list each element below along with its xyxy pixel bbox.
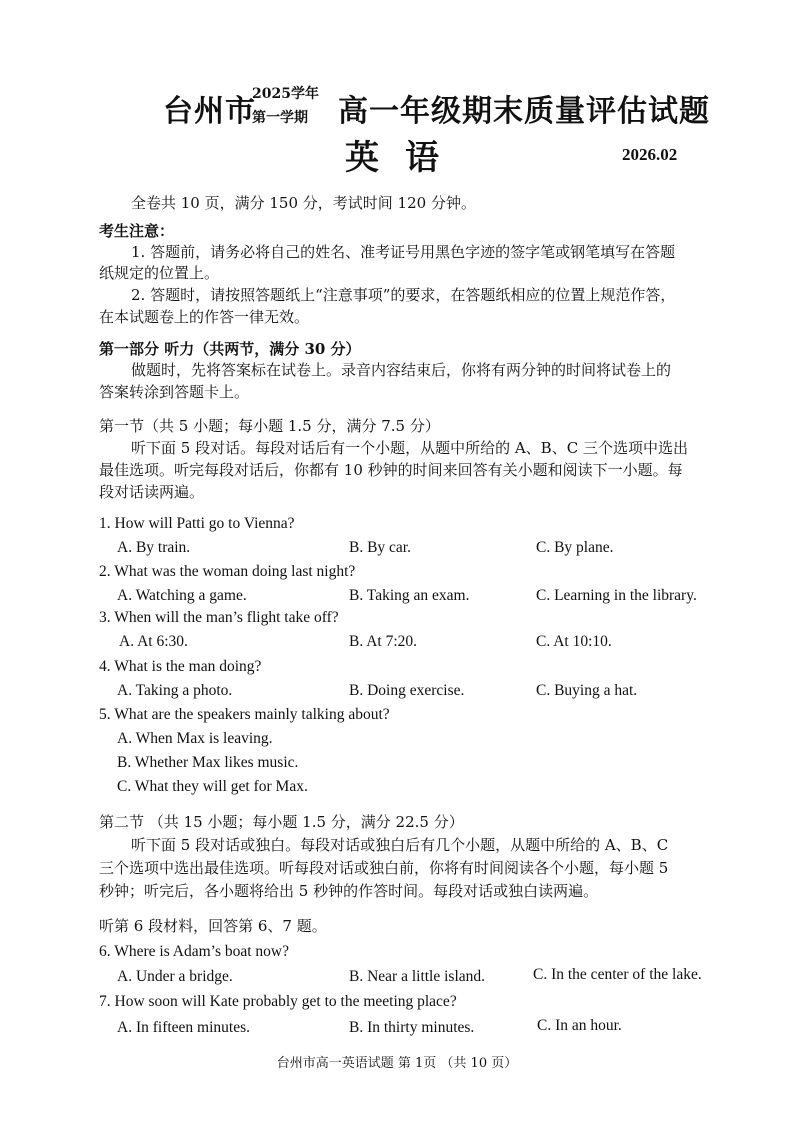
- section2-instruction-line3: 秒钟；听完后，各小题将给出 5 秒钟的作答时间。每段对话或独白读两遍。: [99, 882, 599, 900]
- part1-instruction-cont: 答案转涂到答题卡上。: [99, 383, 250, 401]
- question-1-option-a: A. By train.: [117, 539, 191, 556]
- page-footer: 台州市高一英语试题 第 1页 （共 10 页）: [276, 1056, 518, 1071]
- question-7-option-b: B. In thirty minutes.: [349, 1019, 475, 1036]
- question-6: 6. Where is Adam’s boat now?: [99, 943, 289, 960]
- exam-title: 高一年级期末质量评估试题: [338, 94, 710, 129]
- question-1-option-b: B. By car.: [349, 539, 411, 556]
- question-1-option-c: C. By plane.: [536, 539, 614, 556]
- section2-instruction: 听下面 5 段对话或独白。每段对话或独白后有几个小题，从题中所给的 A、B、C: [131, 836, 669, 854]
- question-2-option-a: A. Watching a game.: [117, 587, 247, 604]
- notice-item-2-cont: 在本试题卷上的作答一律无效。: [99, 308, 310, 326]
- question-7-option-a: A. In fifteen minutes.: [117, 1019, 251, 1036]
- section1-instruction-line2: 最佳选项。听完每段对话后，你都有 10 秒钟的时间来回答有关小题和阅读下一小题。每: [99, 461, 683, 479]
- question-5-option-b: B. Whether Max likes music.: [117, 754, 299, 771]
- exam-date: 2026.02: [622, 145, 678, 164]
- subject-title: 英语: [345, 138, 465, 178]
- section1-instruction: 听下面 5 段对话。每段对话后有一个小题，从题中所给的 A、B、C 三个选项中选出: [131, 439, 688, 457]
- question-3-option-a: A. At 6:30.: [119, 633, 188, 650]
- section1-instruction-line3: 段对话读两遍。: [99, 483, 205, 501]
- part1-instruction: 做题时，先将答案标在试卷上。录音内容结束后，你将有两分钟的时间将试卷上的: [131, 361, 672, 379]
- term-semester: 第一学期: [252, 110, 308, 126]
- notice-item-1: 1. 答题前，请务必将自己的姓名、准考证号用黑色字迹的签字笔或钢笔填写在答题: [131, 243, 676, 261]
- question-5: 5. What are the speakers mainly talking about?: [99, 706, 390, 723]
- question-3: 3. When will the man’s flight take off?: [99, 609, 339, 626]
- question-7-option-c: C. In an hour.: [537, 1017, 622, 1034]
- question-6-option-c: C. In the center of the lake.: [533, 966, 702, 983]
- exam-intro: 全卷共 10 页，满分 150 分，考试时间 120 分钟。: [131, 194, 476, 212]
- part1-heading: 第一部分 听力（共两节，满分 30 分）: [99, 340, 361, 358]
- notice-heading: 考生注意：: [99, 222, 175, 240]
- question-6-option-a: A. Under a bridge.: [117, 968, 233, 985]
- question-1: 1. How will Patti go to Vienna?: [99, 515, 295, 532]
- section2-heading: 第二节 （共 15 小题；每小题 1.5 分，满分 22.5 分）: [99, 813, 464, 831]
- question-2-option-c: C. Learning in the library.: [536, 587, 697, 604]
- question-4-option-c: C. Buying a hat.: [536, 682, 638, 699]
- question-2-option-b: B. Taking an exam.: [349, 587, 470, 604]
- term-year: 2025学年: [252, 86, 319, 102]
- section2-instruction-line2: 三个选项中选出最佳选项。听每段对话或独白前，你将有时间阅读各个小题，每小题 5: [99, 859, 669, 877]
- question-5-option-c: C. What they will get for Max.: [117, 778, 308, 795]
- question-2: 2. What was the woman doing last night?: [99, 563, 356, 580]
- section1-heading: 第一节（共 5 小题；每小题 1.5 分，满分 7.5 分）: [99, 417, 440, 435]
- material-6-instruction: 听第 6 段材料，回答第 6、7 题。: [99, 917, 327, 935]
- question-7: 7. How soon will Kate probably get to the meeting place?: [99, 993, 457, 1010]
- question-3-option-c: C. At 10:10.: [536, 633, 612, 650]
- notice-item-1-cont: 纸规定的位置上。: [99, 264, 220, 282]
- question-6-option-b: B. Near a little island.: [349, 968, 486, 985]
- question-5-option-a: A. When Max is leaving.: [117, 730, 273, 747]
- exam-city: 台州市: [163, 94, 256, 129]
- question-4-option-b: B. Doing exercise.: [349, 682, 465, 699]
- notice-item-2: 2. 答题时，请按照答题纸上“注意事项”的要求，在答题纸相应的位置上规范作答，: [131, 286, 676, 304]
- question-4-option-a: A. Taking a photo.: [117, 682, 233, 699]
- question-3-option-b: B. At 7:20.: [349, 633, 418, 650]
- question-4: 4. What is the man doing?: [99, 658, 262, 675]
